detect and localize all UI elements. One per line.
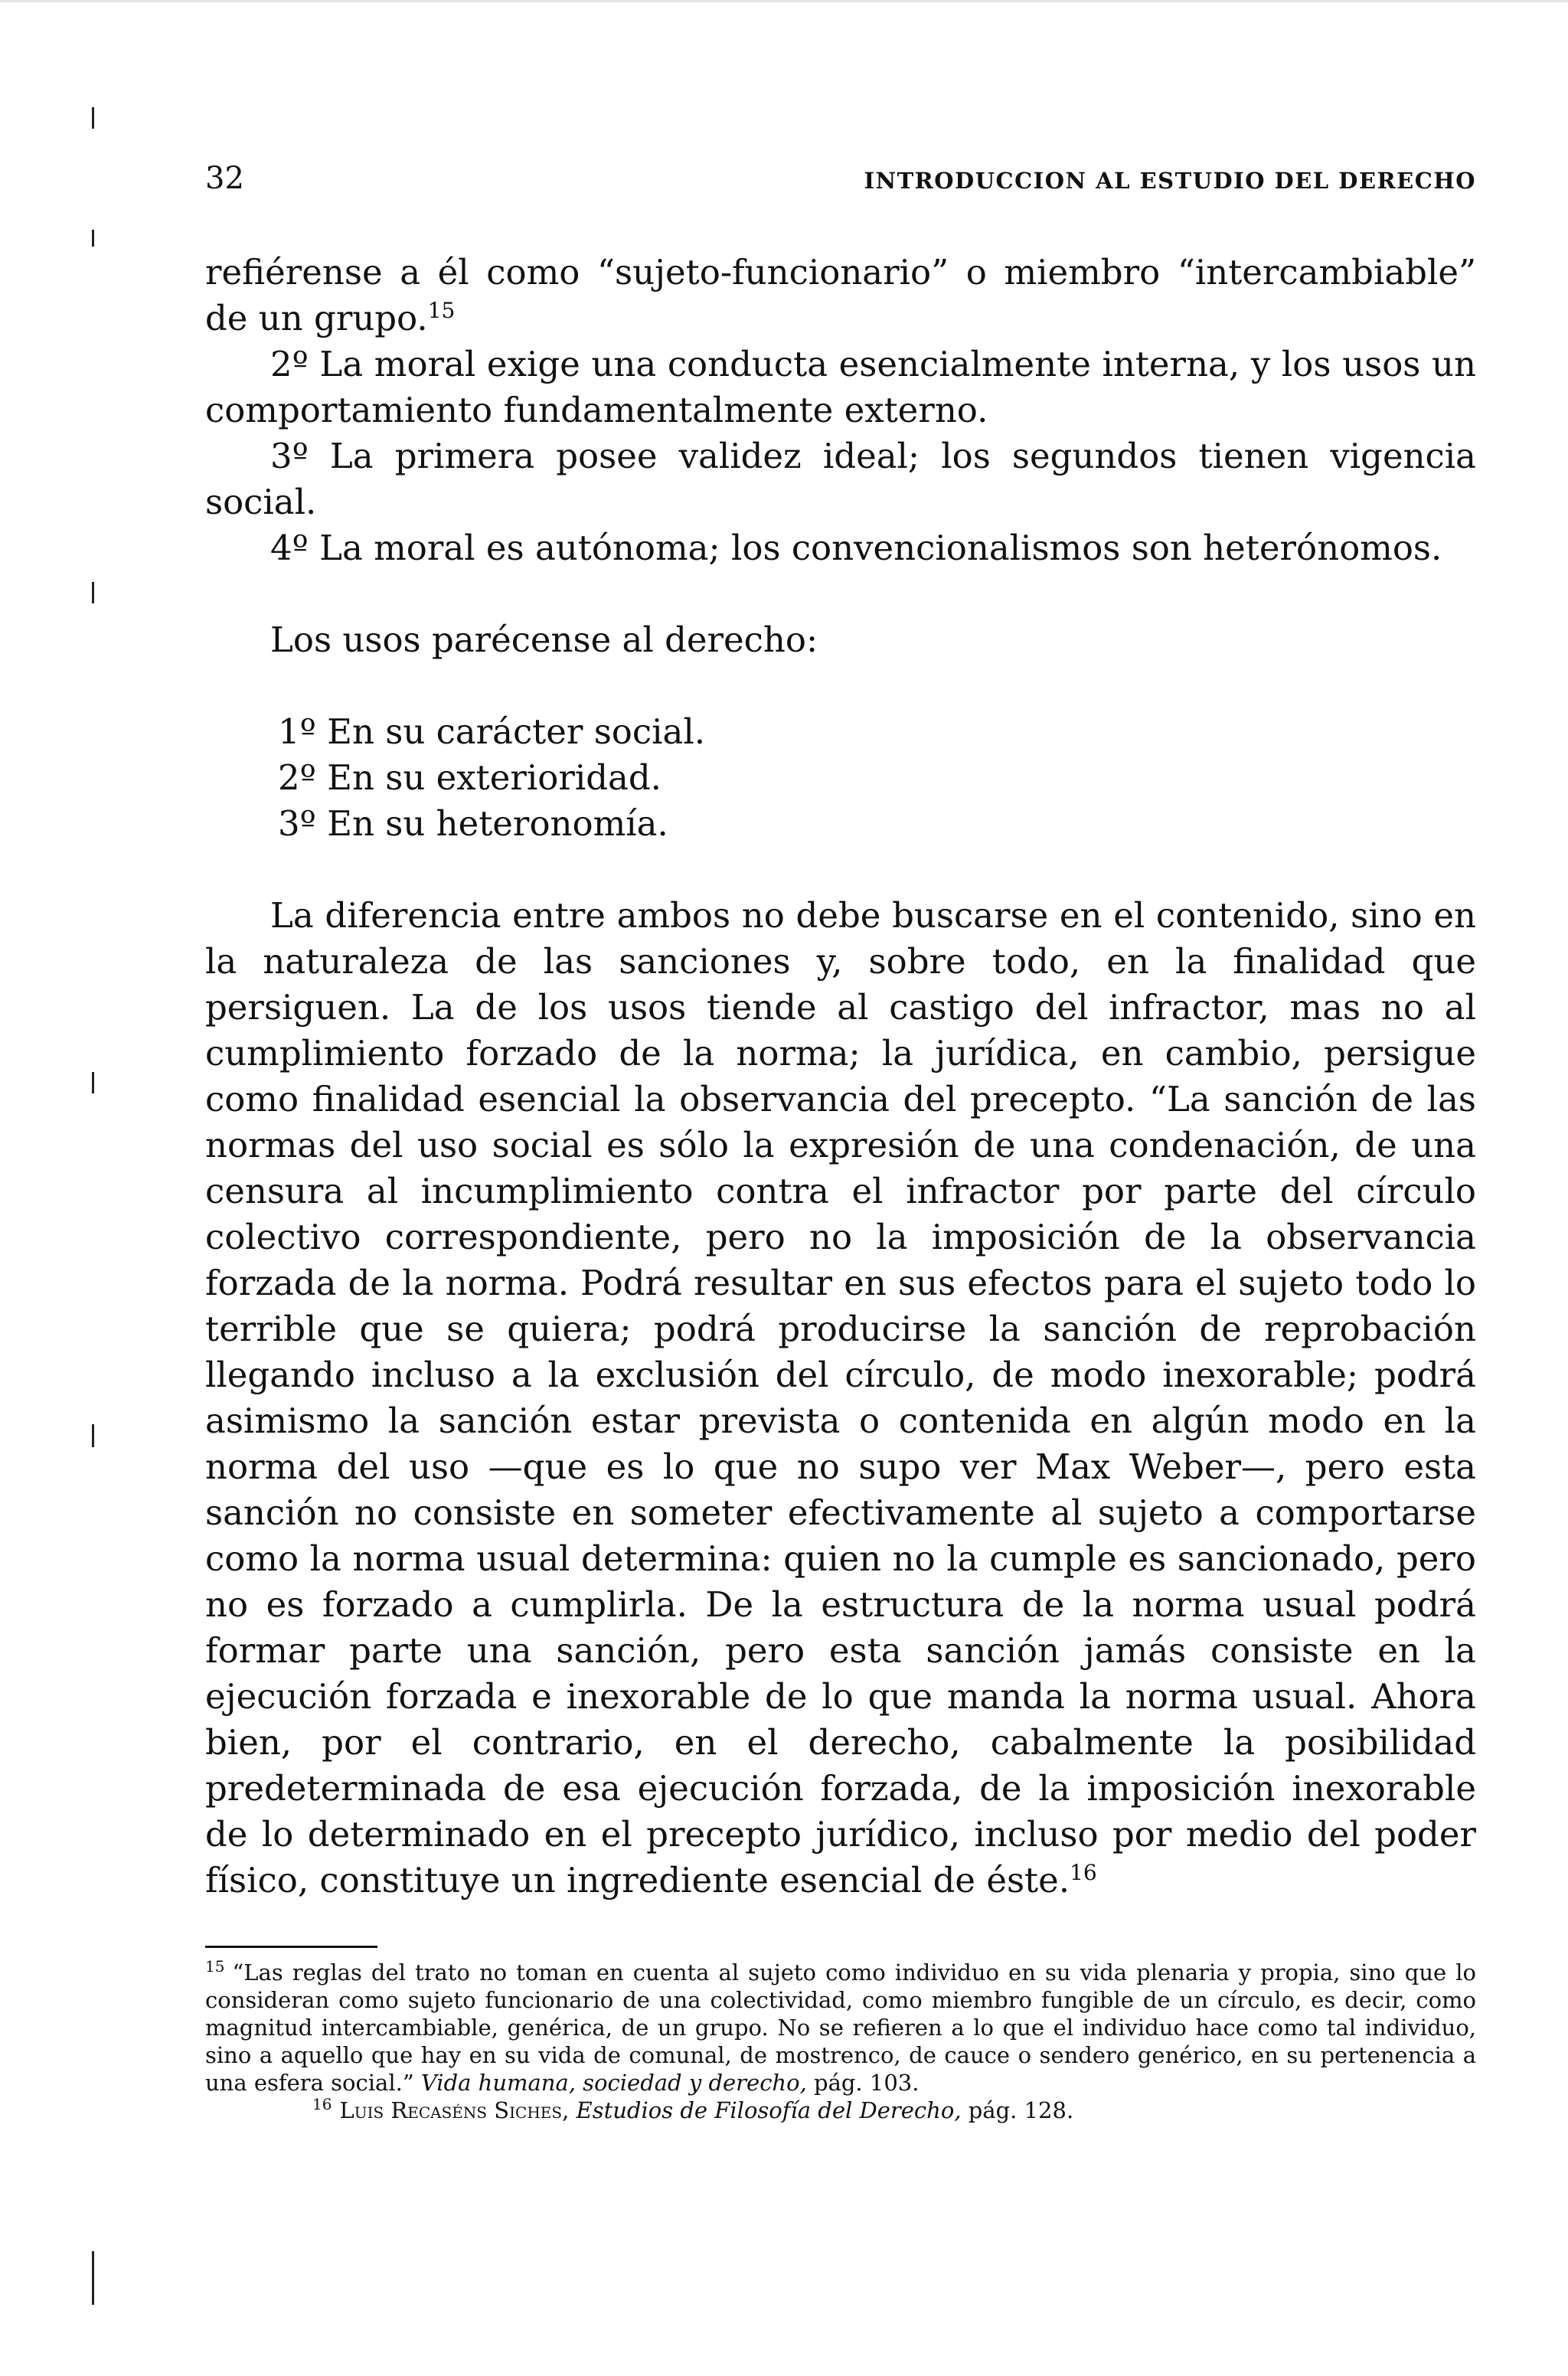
gutter-mark: [92, 2251, 94, 2305]
footnote-15: [205, 1959, 1476, 2097]
page-number: 32: [205, 161, 244, 196]
footnote-page: pág. 103.: [814, 2070, 920, 2096]
gutter-mark: [92, 582, 94, 603]
resemblance-item: 2º En su exterioridad.: [278, 757, 662, 798]
main-paragraph: [205, 893, 1476, 1904]
main-paragraph-text: La diferencia entre ambos no debe buscarse en el contenido, sino en la naturaleza de las sanciones y, sobre todo, en la finalidad que persiguen. La de los usos tiende al castigo del infractor, mas no al cumplimiento forzado de la norma; la jurídica, en cambio, persigue como finalidad esencial la observancia del precepto. “La sanción de las normas del uso social es sólo la expresión de una condenación, de una censura al incumplimiento contra el infractor por parte del círculo colectivo correspondiente, pero no la imposición de la observancia forzada de la norma. Podrá resultar en sus efectos para el sujeto todo lo terrible que se quiera; podrá producirse la sanción de reprobación llegando incluso a la exclusión del círculo, de modo inexorable; podrá asimismo la sanción estar prevista o contenida en algún modo en la norma del uso —que es lo que no supo ver Max Weber—, pero esta sanción no consiste en someter efectivamente al sujeto a comportarse como la norma usual determina: quien no la cumple es sancionado, pero no es forzado a cumplirla. De la estructura de la norma usual podrá formar parte una sanción, pero esta sanción jamás consiste en la ejecución forzada e inexorable de lo que manda la norma usual. Ahora bien, por el contrario, en el derecho, cabalmente la posibilidad predeterminada de esa ejecución forzada, de la imposición inexorable de lo determinado en el precepto jurídico, incluso por medio del poder físico, constituye un ingrediente esencial de éste.: [205, 895, 1476, 1900]
gutter-mark: [92, 230, 94, 247]
footnote-author: Luis Recaséns Siches,: [339, 2097, 570, 2123]
footnote-ref: 15: [427, 298, 456, 323]
resemblance-item: 1º En su carácter social.: [278, 711, 706, 752]
footnote-ref: 16: [1070, 1860, 1097, 1885]
gutter-mark: [92, 1072, 94, 1093]
footnote-source: Estudios de Filosofía del Derecho,: [576, 2097, 962, 2123]
footnote-number: 15: [205, 1957, 225, 1976]
main-text: [205, 250, 1476, 1904]
footnote-16: [205, 2097, 1476, 2124]
contrast-item: 3º La primera posee validez ideal; los segundos tienen vigencia social.: [205, 436, 1476, 522]
contrast-item: 4º La moral es autónoma; los convencionalismos son heterónomos.: [270, 528, 1442, 568]
resemblance-intro: Los usos parécense al derecho:: [270, 619, 818, 660]
footnote-text: “Las reglas del trato no toman en cuenta al sujeto como individuo en su vida plenaria y propia, sino que lo consideran como sujeto funcionario de una colectividad, como miembro fungible de un círculo, es decir, como magnitud intercambiable, genérica, de un grupo. No se refieren a lo que el individuo hace como tal individuo, sino a aquello que hay en su vida de comunal, de mostrenco, de cauce o sendero genérico, en su pertenencia a una esfera social.”: [205, 1959, 1476, 2096]
opening-paragraph: [205, 250, 1476, 342]
resemblance-item: 3º En su heteronomía.: [278, 803, 668, 844]
footnote-page: pág. 128.: [968, 2097, 1074, 2123]
book-page: [205, 161, 1476, 2124]
contrast-item: 2º La moral exige una conducta esencialmente interna, y los usos un comportamiento fundamentalmente externo.: [205, 344, 1476, 430]
opening-text: refiérense a él como “sujeto-funcionario” o miembro “intercambiable” de un grupo.: [205, 252, 1476, 338]
top-edge-rule: [0, 0, 1568, 2]
running-title: INTRODUCCION AL ESTUDIO DEL DERECHO: [864, 168, 1476, 194]
footnote-number: 16: [312, 2095, 332, 2114]
footnote-separator: [205, 1946, 377, 1948]
page-header: [205, 161, 1476, 196]
gutter-mark: [92, 107, 94, 129]
footnote-source: Vida humana, sociedad y derecho,: [420, 2070, 807, 2096]
gutter-mark: [92, 1424, 94, 1447]
footnotes: [205, 1959, 1476, 2124]
